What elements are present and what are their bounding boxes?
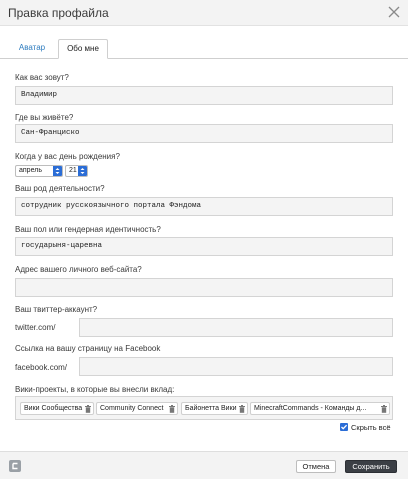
dialog-footer <box>0 451 408 479</box>
trash-icon[interactable] <box>239 405 245 413</box>
birthday-label: Когда у вас день рождения? <box>15 152 120 161</box>
gender-field[interactable]: государыня-царевна <box>15 237 393 256</box>
birthday-day-value: 21 <box>69 167 77 174</box>
location-label: Где вы живёте? <box>15 113 74 122</box>
wiki-chip[interactable] <box>181 402 248 415</box>
cancel-button[interactable]: Отмена <box>296 460 336 473</box>
occupation-label: Ваш род деятельности? <box>15 184 105 193</box>
website-label: Адрес вашего личного веб-сайта? <box>15 265 142 274</box>
dialog-header <box>0 0 408 26</box>
website-field[interactable] <box>15 278 393 297</box>
wiki-chip[interactable] <box>250 402 390 415</box>
tab-avatar[interactable]: Аватар <box>18 43 46 52</box>
twitter-prefix: twitter.com/ <box>15 323 56 332</box>
facebook-prefix: facebook.com/ <box>15 363 68 372</box>
hide-all-label: Скрыть всё <box>351 423 391 432</box>
birthday-day-select[interactable] <box>65 165 88 177</box>
wikis-label: Вики-проекты, в которые вы внесли вклад: <box>15 385 175 394</box>
select-arrows-icon <box>53 166 62 176</box>
wiki-chip-label: Байонетта Вики <box>185 405 237 412</box>
birthday-month-value: апрель <box>19 167 42 174</box>
wiki-chip[interactable] <box>20 402 94 415</box>
twitter-label: Ваш твиттер-аккаунт? <box>15 305 98 314</box>
name-label: Как вас зовут? <box>15 73 69 82</box>
location-field[interactable]: Сан-Франциско <box>15 124 393 143</box>
twitter-field[interactable] <box>79 318 393 337</box>
trash-icon[interactable] <box>169 405 175 413</box>
wiki-chip-label: Community Connect <box>100 405 164 412</box>
trash-icon[interactable] <box>85 405 91 413</box>
tab-about-me[interactable]: Обо мне <box>58 39 108 59</box>
wiki-chip-label: Вики Сообщества <box>24 405 83 412</box>
trash-icon[interactable] <box>381 405 387 413</box>
facebook-field[interactable] <box>79 357 393 376</box>
facebook-label: Ссылка на вашу страницу на Facebook <box>15 344 161 353</box>
fandom-logo-icon <box>9 460 21 472</box>
select-arrows-icon <box>78 166 87 176</box>
wiki-chip-label: MinecraftCommands - Команды д... <box>254 405 367 412</box>
close-icon[interactable] <box>386 4 402 20</box>
name-field[interactable]: Владимир <box>15 86 393 105</box>
hide-all-checkbox[interactable] <box>340 423 348 431</box>
wikis-list <box>15 396 393 420</box>
occupation-field[interactable]: сотрудник русскоязычного портала Фэндома <box>15 197 393 216</box>
save-button[interactable]: Сохранить <box>345 460 397 473</box>
wiki-chip[interactable] <box>96 402 178 415</box>
checkmark-icon <box>340 423 348 431</box>
dialog-title: Правка профайла <box>8 6 109 20</box>
gender-label: Ваш пол или гендерная идентичность? <box>15 225 161 234</box>
birthday-month-select[interactable] <box>15 165 63 177</box>
profile-tabs <box>0 37 408 59</box>
